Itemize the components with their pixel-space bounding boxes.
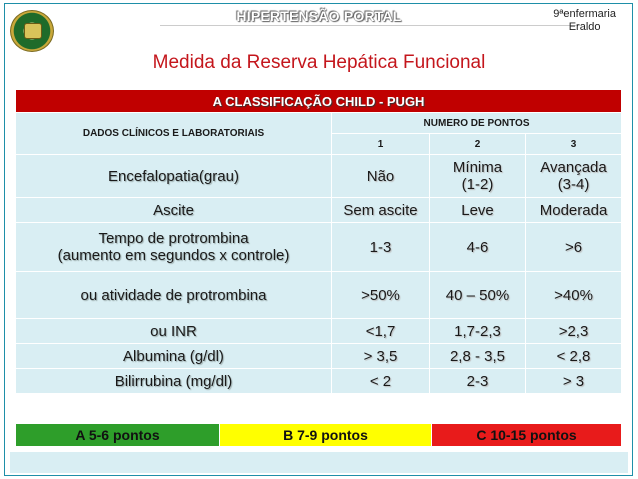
criterion-label (16, 223, 332, 272)
table-row (16, 223, 622, 272)
class-c: C 10-15 pontos (432, 424, 622, 447)
value-1: 1-3 (332, 223, 430, 272)
criterion-label: Encefalopatia(grau) (16, 155, 332, 198)
table-row (16, 272, 622, 319)
points-col-1: 1 (332, 134, 430, 155)
criterion-label: Bilirrubina (mg/dl) (16, 369, 332, 394)
value-3: >6 (526, 223, 622, 272)
points-col-2: 2 (430, 134, 526, 155)
author-block (553, 8, 616, 34)
value-3: < 2,8 (526, 344, 622, 369)
value-3: Moderada (526, 198, 622, 223)
table-title: A CLASSIFICAÇÃO CHILD - PUGH (16, 90, 622, 113)
author-line-2: Eraldo (568, 21, 601, 33)
criterion-label: ou INR (16, 319, 332, 344)
class-a: A 5-6 pontos (16, 424, 220, 447)
table-row (16, 344, 622, 369)
value-1: >50% (332, 272, 430, 319)
value-3: >2,3 (526, 319, 622, 344)
value-2: Leve (430, 198, 526, 223)
value-2 (430, 155, 526, 198)
value-2: 2-3 (430, 369, 526, 394)
value-3: >40% (526, 272, 622, 319)
criterion-label: Albumina (g/dl) (16, 344, 332, 369)
criterion-label: ou atividade de protrombina (16, 272, 332, 319)
value-3: > 3 (526, 369, 622, 394)
criterion-label-line-1: Tempo de protrombina (98, 230, 249, 247)
class-b: B 7-9 pontos (220, 424, 432, 447)
value-2: 1,7-2,3 (430, 319, 526, 344)
value-1: Sem ascite (332, 198, 430, 223)
table-row (16, 319, 622, 344)
table-header-row (16, 113, 622, 134)
table-row (16, 198, 622, 223)
value-1: <1,7 (332, 319, 430, 344)
classification-bar (15, 423, 622, 447)
value-2-line-2: (1-2) (461, 176, 494, 193)
header-divider (160, 25, 580, 26)
table-row (16, 369, 622, 394)
value-1: Não (332, 155, 430, 198)
pontos-header: NUMERO DE PONTOS (332, 113, 622, 134)
portal-title: HIPERTENSÃO PORTAL (236, 8, 402, 24)
criterion-label-line-2: (aumento em segundos x controle) (57, 247, 290, 264)
table-row (16, 155, 622, 198)
value-1: < 2 (332, 369, 430, 394)
criterion-label: Ascite (16, 198, 332, 223)
value-3 (526, 155, 622, 198)
value-2: 40 – 50% (430, 272, 526, 319)
table-title-row (16, 90, 622, 113)
points-col-3: 3 (526, 134, 622, 155)
author-line-1: 9ªenfermaria (553, 8, 616, 20)
value-1: > 3,5 (332, 344, 430, 369)
child-pugh-table (15, 89, 622, 394)
slide-title: Medida da Reserva Hepática Funcional (152, 52, 486, 73)
value-2: 4-6 (430, 223, 526, 272)
logo-emblem-icon (24, 23, 42, 39)
footer-bar (10, 452, 628, 473)
value-3-line-2: (3-4) (557, 176, 590, 193)
dados-header: DADOS CLÍNICOS E LABORATORIAIS (16, 113, 332, 155)
value-2: 2,8 - 3,5 (430, 344, 526, 369)
value-2-line-1: Mínima (452, 159, 503, 176)
value-3-line-1: Avançada (540, 159, 607, 176)
